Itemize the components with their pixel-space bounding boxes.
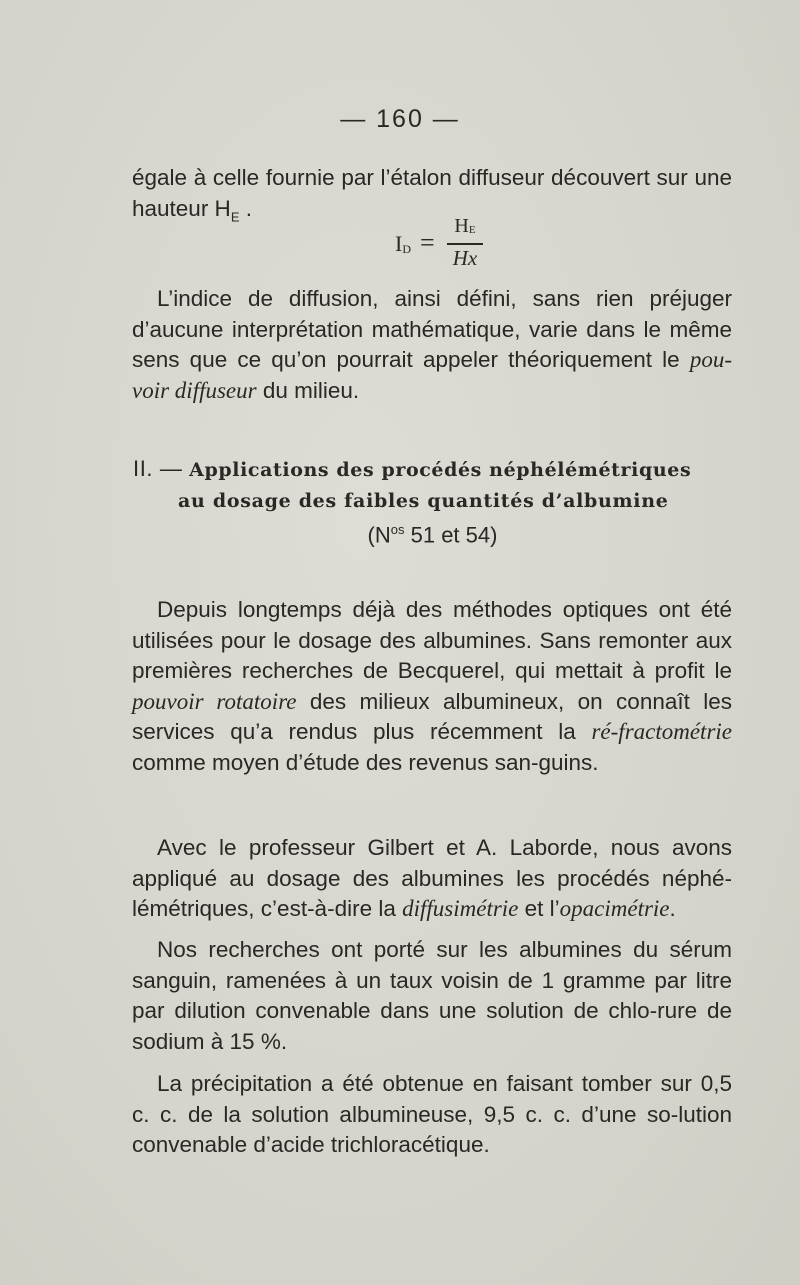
emphasis-pouvoir-rotatoire: pouvoir rotatoire [132, 688, 297, 714]
paragraph-optical-methods [132, 595, 732, 778]
paragraph-text-end: du milieu. [256, 377, 360, 403]
paragraph-text-end: . [669, 896, 676, 921]
fraction-bar [447, 243, 483, 245]
paragraph-text: L’indice de diffusion, ainsi défini, sans rien préjuger d’aucune interprétation mathématique, varie dans le même sens que ce qu’on pourrait appeler théoriquement le [132, 286, 732, 372]
emphasis-opacimetrie: opacimétrie [559, 896, 670, 921]
section-reference: ($N^{os}$ 51 et 54) [367, 522, 498, 548]
page-number: — 160 — [340, 105, 460, 133]
formula-equals: = [420, 228, 435, 257]
section-numeral: II. — [133, 456, 190, 481]
section-heading-line-1 [133, 453, 743, 486]
emphasis-pouvoir-diffuseur: pou-voir diffuseur [132, 347, 732, 403]
paragraph-text-mid: et l’ [518, 896, 560, 921]
paragraph-text-mid: des milieux albumineux, on connaît les services qu’a rendus plus récemment la [132, 688, 733, 744]
subscript: E [230, 209, 240, 224]
paragraph-text-end: comme moyen d’étude des revenus san-guins. [132, 749, 599, 775]
formula-lhs: $I_D$ [395, 231, 411, 256]
paragraph-text: Avec le professeur Gilbert et A. Laborde, nous avons appliqué au dosage des albumines les procédés néphé-lémétriques, c’est-à-dire la [132, 835, 732, 921]
paragraph-serum-albumins: Nos recherches ont porté sur les albumines du sérum sanguin, ramenées à un taux voisin de 1 gramme par litre par dilution convenable dans une solution de chlo-rure de sodium à 15 %. [132, 937, 732, 1054]
paragraph-diffusion-index [132, 284, 732, 406]
emphasis-refractometrie: ré-fractométrie [591, 719, 732, 744]
section-heading-line-2: au dosage des faibles quantités d’albumine [178, 490, 669, 512]
emphasis-diffusimetrie: diffusimétrie [402, 896, 519, 921]
section-title-part-1: Applications des procédés néphélémétriques [189, 459, 692, 481]
paragraph-gilbert-laborde [132, 833, 732, 925]
formula-fraction [447, 214, 483, 270]
paragraph-text: Depuis longtemps déjà des méthodes optiques ont été utilisées pour le dosage des albumines. Sans remonter aux premières recherches de Becquerel, qui mettait à profit le [132, 597, 732, 683]
paragraph-text-end: . [239, 195, 252, 221]
paragraph-text: égale à celle fournie par l’étalon diffuseur découvert sur une hauteur H [132, 165, 732, 221]
formula-numerator: $H_E$ [454, 215, 476, 237]
paragraph-continuation [132, 163, 732, 233]
paragraph-precipitation: La précipitation a été obtenue en faisant tomber sur 0,5 c. c. de la solution albumineuse, 9,5 c. c. d’une so-lution convenable d’acide trichloracétique. [132, 1071, 732, 1157]
formula-denominator: Hx [452, 245, 478, 270]
